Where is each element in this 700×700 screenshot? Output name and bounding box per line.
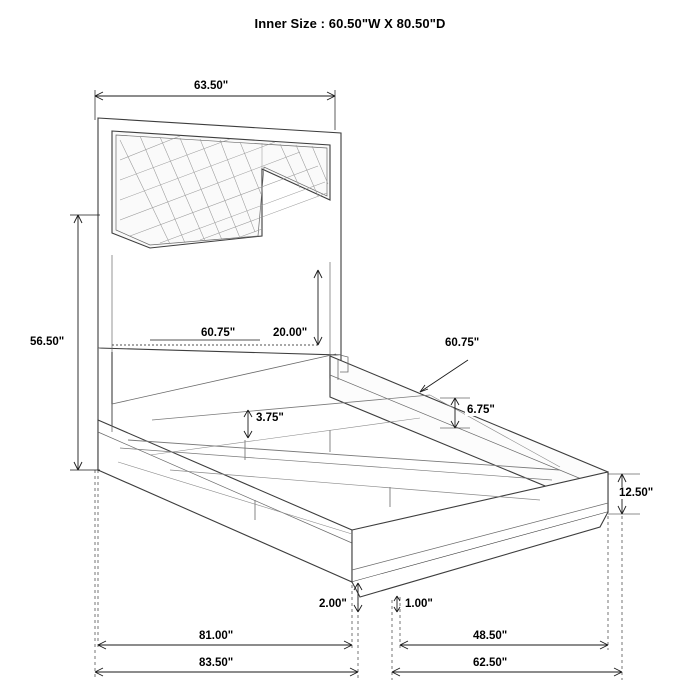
dim-side-depth-outer: 62.50" xyxy=(473,657,508,669)
page-title: Inner Size : 60.50"W X 80.50"D xyxy=(254,16,446,31)
dim-side-depth-inner: 48.50" xyxy=(473,630,508,642)
dim-rail-height: 6.75" xyxy=(467,404,495,416)
dim-slat-height: 3.75" xyxy=(256,412,284,424)
dim-overall-height: 56.50" xyxy=(30,336,65,348)
dim-rail-inner-width: 60.75" xyxy=(445,337,480,349)
dim-bottom-depth-outer: 83.50" xyxy=(199,657,234,669)
dim-footboard-height: 12.50" xyxy=(619,487,654,499)
dim-top-width: 63.50" xyxy=(194,80,229,92)
dim-foot-clearance: 2.00" xyxy=(319,598,347,610)
dim-headboard-panel-width: 60.75" xyxy=(201,327,236,339)
bed-outline xyxy=(98,118,608,597)
dim-headboard-lower-height: 20.00" xyxy=(273,327,308,339)
dim-bottom-depth-inner: 81.00" xyxy=(199,630,234,642)
dim-foot-lip: 1.00" xyxy=(405,598,433,610)
